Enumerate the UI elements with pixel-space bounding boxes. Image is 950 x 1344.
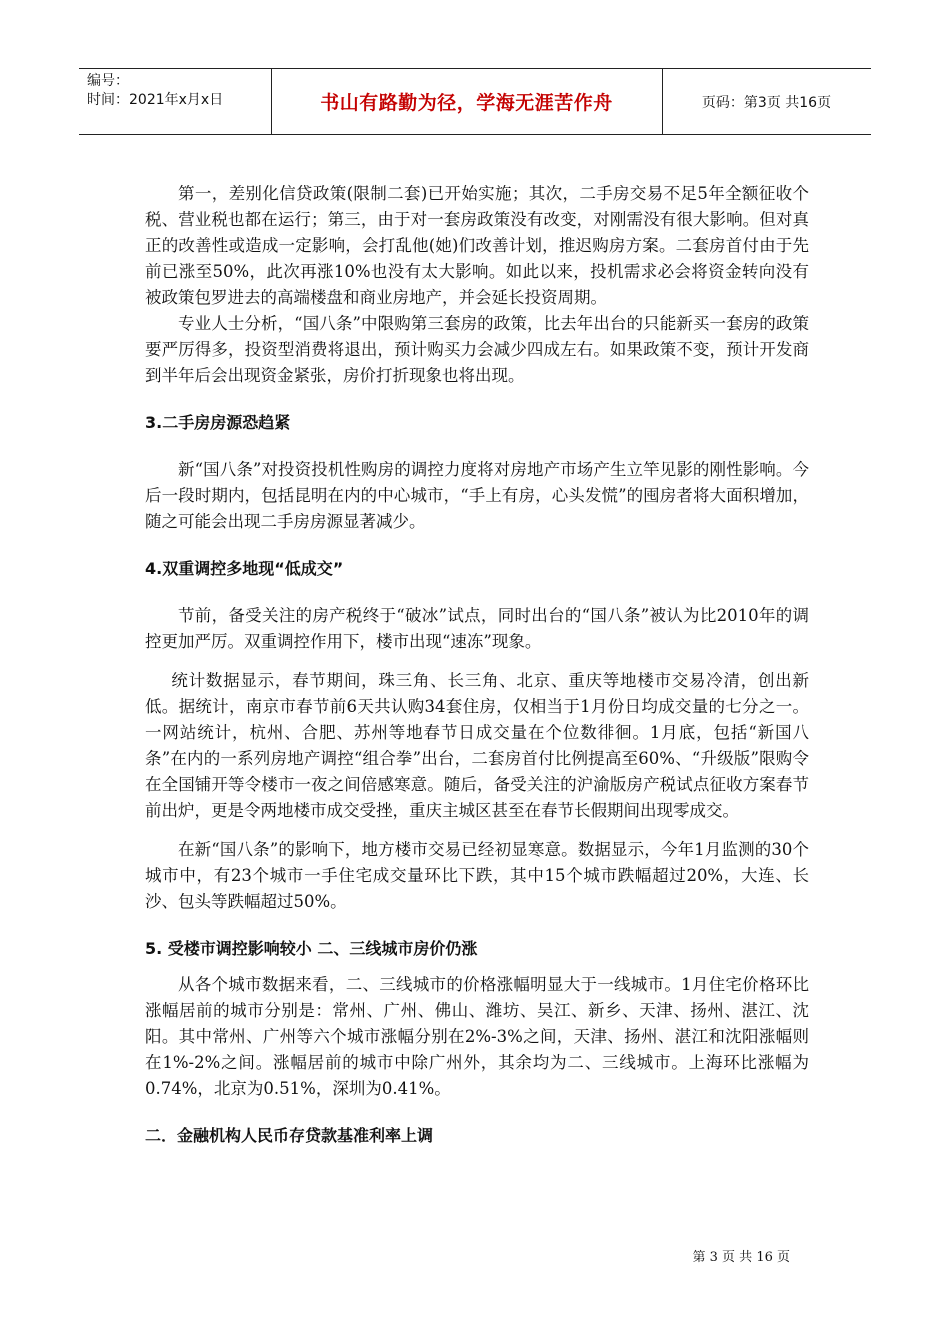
paragraph-monitoring-data: 在新“国八条”的影响下，地方楼市交易已经初显寒意。数据显示，今年1月监测的30个城市中，有23个城市一手住宅成交量环比下跌，其中15个城市跌幅超过20%，大连、长沙、包头等跌幅超过50%。 (145, 840, 809, 911)
paragraph-property-tax: 节前，备受关注的房产税终于“破冰”试点，同时出台的“国八条”被认为比2010年的调控更加严厉。双重调控作用下，楼市出现“速冻”现象。 (145, 606, 809, 651)
paragraph-expert-analysis: 专业人士分析，“国八条”中限购第三套房的政策，比去年出台的只能新买一套房的政策要严厉得多，投资型消费将退出，预计购买力会减少四成左右。如果政策不变，预计开发商到半年后会出现资金紧张，房价打折现象也将出现。 (145, 314, 809, 385)
page-footer: 第 3 页 共 16 页 (692, 1250, 790, 1265)
section-heading-5: 5. 受楼市调控影响较小 二、三线城市房价仍涨 (145, 939, 478, 958)
header-number-label: 编号： (87, 73, 129, 89)
paragraph-policy-effects: 第一，差别化信贷政策(限制二套)已开始实施；其次，二手房交易不足5年全额征收个税、营业税也都在运行；第三，由于对一套房政策没有改变，对刚需没有很大影响。但对真正的改善性或造成一定影响，会打乱他(她)们改善计划，推迟购房方案。二套房首付由于先前已涨至50%，此次再涨10%也没有太大影响。如此以来，投机需求必会将资金转向没有被政策包罗进去的高端楼盘和商业房地产，并会延长投资周期。 (145, 184, 809, 307)
document-body (145, 181, 809, 1149)
header-meta (87, 72, 223, 110)
header-date-label: 时间：2021年x月x日 (87, 92, 224, 108)
header-motto: 书山有路勤为径，学海无涯苦作舟 (320, 92, 613, 114)
section-heading-interest-rates: 二．金融机构人民币存贷款基准利率上调 (145, 1126, 434, 1145)
section-heading-3: 3.二手房房源恐趋紧 (145, 413, 291, 432)
section-heading-4: 4.双重调控多地现“低成交” (145, 559, 344, 578)
header-page-info: 页码：第3页 共16页 (701, 94, 832, 111)
paragraph-statistics: 统计数据显示，春节期间，珠三角、长三角、北京、重庆等地楼市交易冷清，创出新低。据统计，南京市春节前6天共认购34套住房，仅相当于1月份日均成交量的七分之一。一网站统计，杭州、合肥、苏州等地春节日成交量在个位数徘徊。1月底，包括“新国八条”在内的一系列房地产调控“组合拳”出台，二套房首付比例提高至60%、“升级版”限购令在全国铺开等令楼市一夜之间倍感寒意。随后，备受关注的沪渝版房产税试点征收方案春节前出炉，更是令两地楼市成交受挫，重庆主城区甚至在春节长假期间出现零成交。 (145, 671, 809, 820)
page-header (79, 68, 871, 135)
paragraph-second-hand-supply: 新“国八条”对投资投机性购房的调控力度将对房地产市场产生立竿见影的刚性影响。今后一段时期内，包括昆明在内的中心城市，“手上有房，心头发慌”的囤房者将大面积增加，随之可能会出现二手房房源显著减少。 (145, 460, 809, 531)
paragraph-city-prices: 从各个城市数据来看，二、三线城市的价格涨幅明显大于一线城市。1月住宅价格环比涨幅居前的城市分别是：常州、广州、佛山、潍坊、吴江、新乡、天津、扬州、湛江、沈阳。其中常州、广州等六个城市涨幅分别在2%-3%之间，天津、扬州、湛江和沈阳涨幅则在1%-2%之间。涨幅居前的城市中除广州外，其余均为二、三线城市。上海环比涨幅为0.74%，北京为0.51%，深圳为0.41%。 (145, 975, 809, 1098)
